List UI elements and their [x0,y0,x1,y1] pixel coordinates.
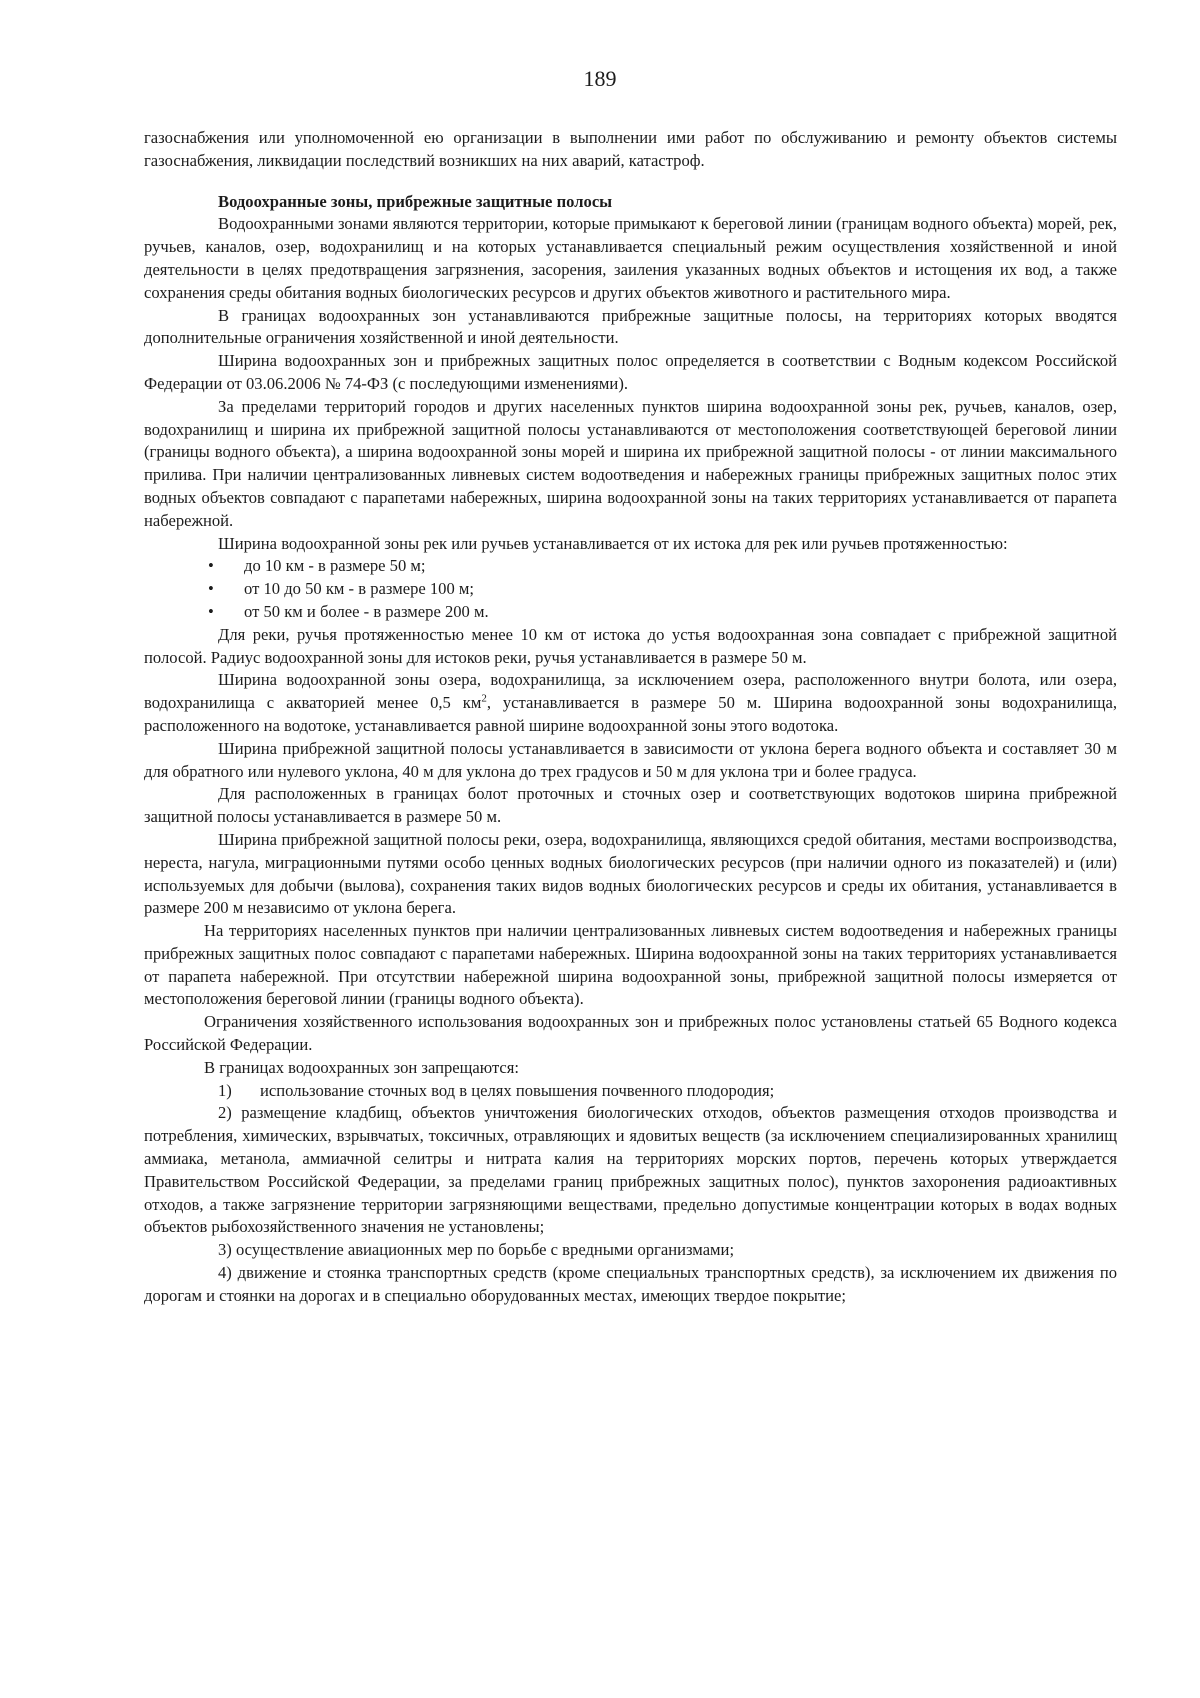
bullet-icon: • [208,556,214,576]
list-item [144,601,1117,624]
section-title: Водоохранные зоны, прибрежные защитные полосы [218,191,613,211]
paragraph-outside-settlements: За пределами территорий городов и других населенных пунктов ширина водоохранной зоны рек, ручьев, каналов, озер, водохранилищ и ширина их прибрежной защитной полосы устанавливаются от местоположения соответствующей береговой линии (границы водного объекта), а ширина водоохранной зоны морей и ширина их прибрежной защитной полосы - от линии максимального прилива. При наличии централизованных ливневых систем водоотведения и набережных границы прибрежных защитных полос этих водных объектов совпадают с парапетами набережных, ширина водоохранной зоны на таких территориях устанавливается от парапета набережной. [144,396,1117,530]
paragraph-lakes-part2: , устанавливается в размере 50 м. Ширина водоохранной зоны водохранилища, расположенного на водотоке, устанавливается равной ширине водоохранной зоны этого водотока. [144,693,1117,735]
paragraph-water-protection-zones: Водоохранными зонами являются территории, которые примыкают к береговой линии (границам водного объекта) морей, рек, ручьев, каналов, озер, водохранилищ и на которых устанавливается специальный режим осуществления хозяйственной и иной деятельности в целях предотвращения загрязнения, засорения, заиления указанных водных объектов и истощения их вод, а также сохранения среды обитания водных биологических ресурсов и других объектов животного и растительного мира. [144,214,1117,302]
prohibited-item-2: 2) размещение кладбищ, объектов уничтожения биологических отходов, объектов размещения отходов производства и потребления, химических, взрывчатых, токсичных, отравляющих и ядовитых веществ (за исключением специализированных хранилищ аммиака, метанола, аммиачной селитры и нитрата калия на территориях морских портов, перечень которых утверждается Правительством Российской Федерации, за пределами границ прибрежных защитных полос), пунктов захоронения радиоактивных отходов, а также загрязнение территории загрязняющими веществами, предельно допустимые концентрации которых в водах водных объектов рыбохозяйственного значения не установлены; [144,1103,1117,1237]
paragraph-slope-width: Ширина прибрежной защитной полосы устанавливается в зависимости от уклона берега водного объекта и составляет 30 м для обратного или нулевого уклона, 40 м для уклона до трех градусов и 50 м для уклона три и более градуса. [144,738,1117,781]
paragraph-coastal-strips: В границах водоохранных зон устанавливаются прибрежные защитные полосы, на территориях которых вводятся дополнительные ограничения хозяйственной и иной деятельности. [144,305,1117,348]
paragraph-lakes [144,669,1117,737]
paragraph-water-code: Ширина водоохранных зон и прибрежных защитных полос определяется в соответствии с Водным кодексом Российской Федерации от 03.06.2006 № 74-ФЗ (с последующими изменениями). [144,351,1117,393]
river-width-list [144,555,1117,623]
paragraph-short-rivers: Для реки, ручья протяженностью менее 10 км от истока до устья водоохранная зона совпадает с прибрежной защитной полосой. Радиус водоохранной зоны для истоков реки, ручья устанавливается в размере 50 м. [144,624,1117,667]
list-item-text: от 50 км и более - в размере 200 м. [244,601,489,621]
paragraph-river-width: Ширина водоохранной зоны рек или ручьев устанавливается от их истока для рек или ручьев протяженностью: [218,533,1008,553]
list-item-text: до 10 км - в размере 50 м; [244,556,426,576]
paragraph-restrictions: Ограничения хозяйственного использования водоохранных зон и прибрежных полос установлены статьей 65 Водного кодекса Российской Федерации. [144,1012,1117,1055]
list-item [144,555,1117,578]
prohibited-item-4: 4) движение и стоянка транспортных средств (кроме специальных транспортных средств), за исключением их движения по дорогам и стоянки на дорогах и в специально оборудованных местах, имеющих твердое покрытие; [144,1263,1117,1305]
list-item [144,578,1117,601]
paragraph-settlements: На территориях населенных пунктов при наличии централизованных ливневых систем водоотведения и набережных границы прибрежных защитных полос совпадают с парапетами набережных. Ширина водоохранной зоны на таких территориях устанавливается от парапета набережной. При отсутствии набережной ширина водоохранной зоны, прибрежной защитной полосы измеряется от местоположения береговой линии (границы водного объекта). [144,921,1117,1009]
bullet-icon: • [208,579,214,599]
paragraph-prohibited: В границах водоохранных зон запрещаются: [204,1057,520,1077]
intro-paragraph: газоснабжения или уполномоченной ею организации в выполнении ими работ по обслуживанию и ремонту объектов системы газоснабжения, ликвидации последствий возникших на них аварий, катастроф. [144,128,1117,170]
item-number: 1) [218,1080,232,1100]
bullet-icon: • [208,601,214,621]
paragraph-biological-resources: Ширина прибрежной защитной полосы реки, озера, водохранилища, являющихся средой обитания, местами воспроизводства, нереста, нагула, миграционными путями особо ценных водных биологических ресурсов (при наличии одного из показателей) и (или) используемых для добычи (вылова), сохранения таких видов водных биологических ресурсов и среды их обитания, устанавливается в размере 200 м независимо от уклона берега. [144,829,1117,918]
paragraph-swamps: Для расположенных в границах болот проточных и сточных озер и соответствующих водотоков ширина прибрежной защитной полосы устанавливается в размере 50 м. [144,784,1117,827]
list-item-text: от 10 до 50 км - в размере 100 м; [244,579,475,599]
item-text: использование сточных вод в целях повышения почвенного плодородия; [260,1080,775,1100]
prohibited-item-3: 3) осуществление авиационных мер по борьбе с вредными организмами; [218,1240,735,1260]
paragraph-lakes-part1: Ширина водоохранной зоны озера, водохранилища, за исключением озера, расположенного внутри болота, или озера, водохранилища с акваторией менее 0,5 км [144,670,1117,713]
page-number: 189 [583,66,617,91]
superscript: 2 [481,692,487,705]
document-body [144,127,1117,1308]
prohibited-item-1 [144,1080,1117,1103]
